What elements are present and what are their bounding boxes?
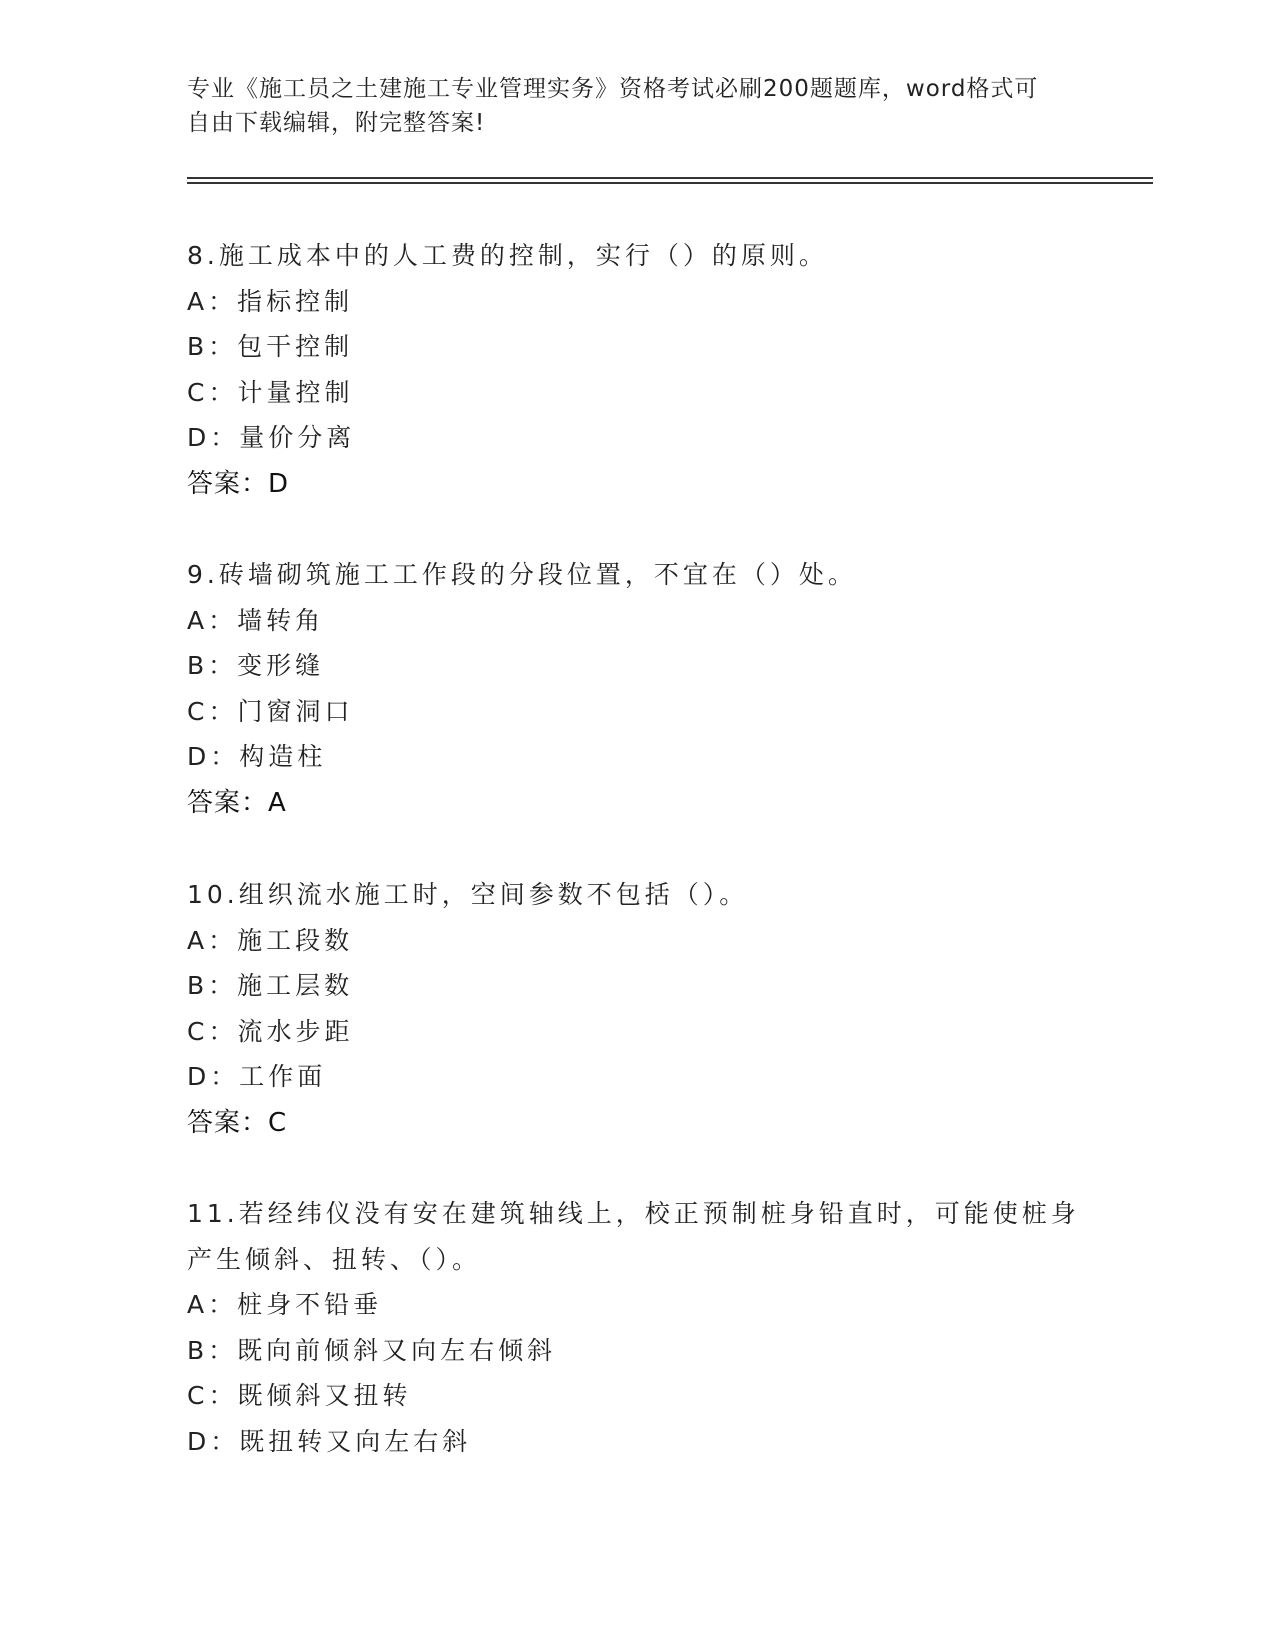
- option-d: D：既扭转又向左右斜: [187, 1426, 472, 1456]
- header-divider-top: [187, 177, 1153, 179]
- option-a: A：指标控制: [187, 286, 354, 316]
- question-11: [187, 1191, 1087, 1464]
- option-b: B：变形缝: [187, 651, 325, 680]
- question-stem: 10.组织流水施工时，空间参数不包括（）。: [187, 880, 749, 909]
- option-c: C：既倾斜又扭转: [187, 1381, 412, 1410]
- header-title-line-1: 专业《施工员之土建施工专业管理实务》资格考试必刷200题题库，word格式可: [187, 76, 1039, 102]
- question-10: [187, 872, 1087, 1146]
- option-a: A：施工段数: [187, 925, 354, 955]
- answer: 答案：D: [187, 468, 290, 499]
- option-c: C：计量控制: [187, 377, 354, 407]
- question-stem-line-1: 11.若经纬仪没有安在建筑轴线上，校正预制桩身铅直时，可能使桩身: [187, 1199, 1080, 1228]
- option-d: D：工作面: [187, 1062, 327, 1091]
- header-divider-bottom: [187, 182, 1153, 184]
- question-stem: 8.施工成本中的人工费的控制，实行（）的原则。: [187, 241, 828, 270]
- question-9: [187, 552, 1087, 826]
- option-b: B：包干控制: [187, 332, 354, 361]
- answer: 答案：A: [187, 787, 287, 818]
- option-d: D：量价分离: [187, 423, 356, 452]
- question-8: [187, 233, 1087, 507]
- header-title-line-2: 自由下载编辑，附完整答案!: [187, 110, 486, 136]
- option-c: C：门窗洞口: [187, 696, 354, 726]
- option-d: D：构造柱: [187, 742, 327, 771]
- answer: 答案：C: [187, 1107, 288, 1138]
- option-b: B：施工层数: [187, 971, 354, 1000]
- option-b: B：既向前倾斜又向左右倾斜: [187, 1335, 557, 1365]
- document-header: [187, 72, 1067, 140]
- option-a: A：桩身不铅垂: [187, 1290, 383, 1319]
- option-a: A：墙转角: [187, 605, 325, 635]
- question-stem: 9.砖墙砌筑施工工作段的分段位置，不宜在（）处。: [187, 560, 857, 589]
- option-c: C：流水步距: [187, 1016, 354, 1046]
- question-stem-line-2: 产生倾斜、扭转、（）。: [187, 1244, 482, 1274]
